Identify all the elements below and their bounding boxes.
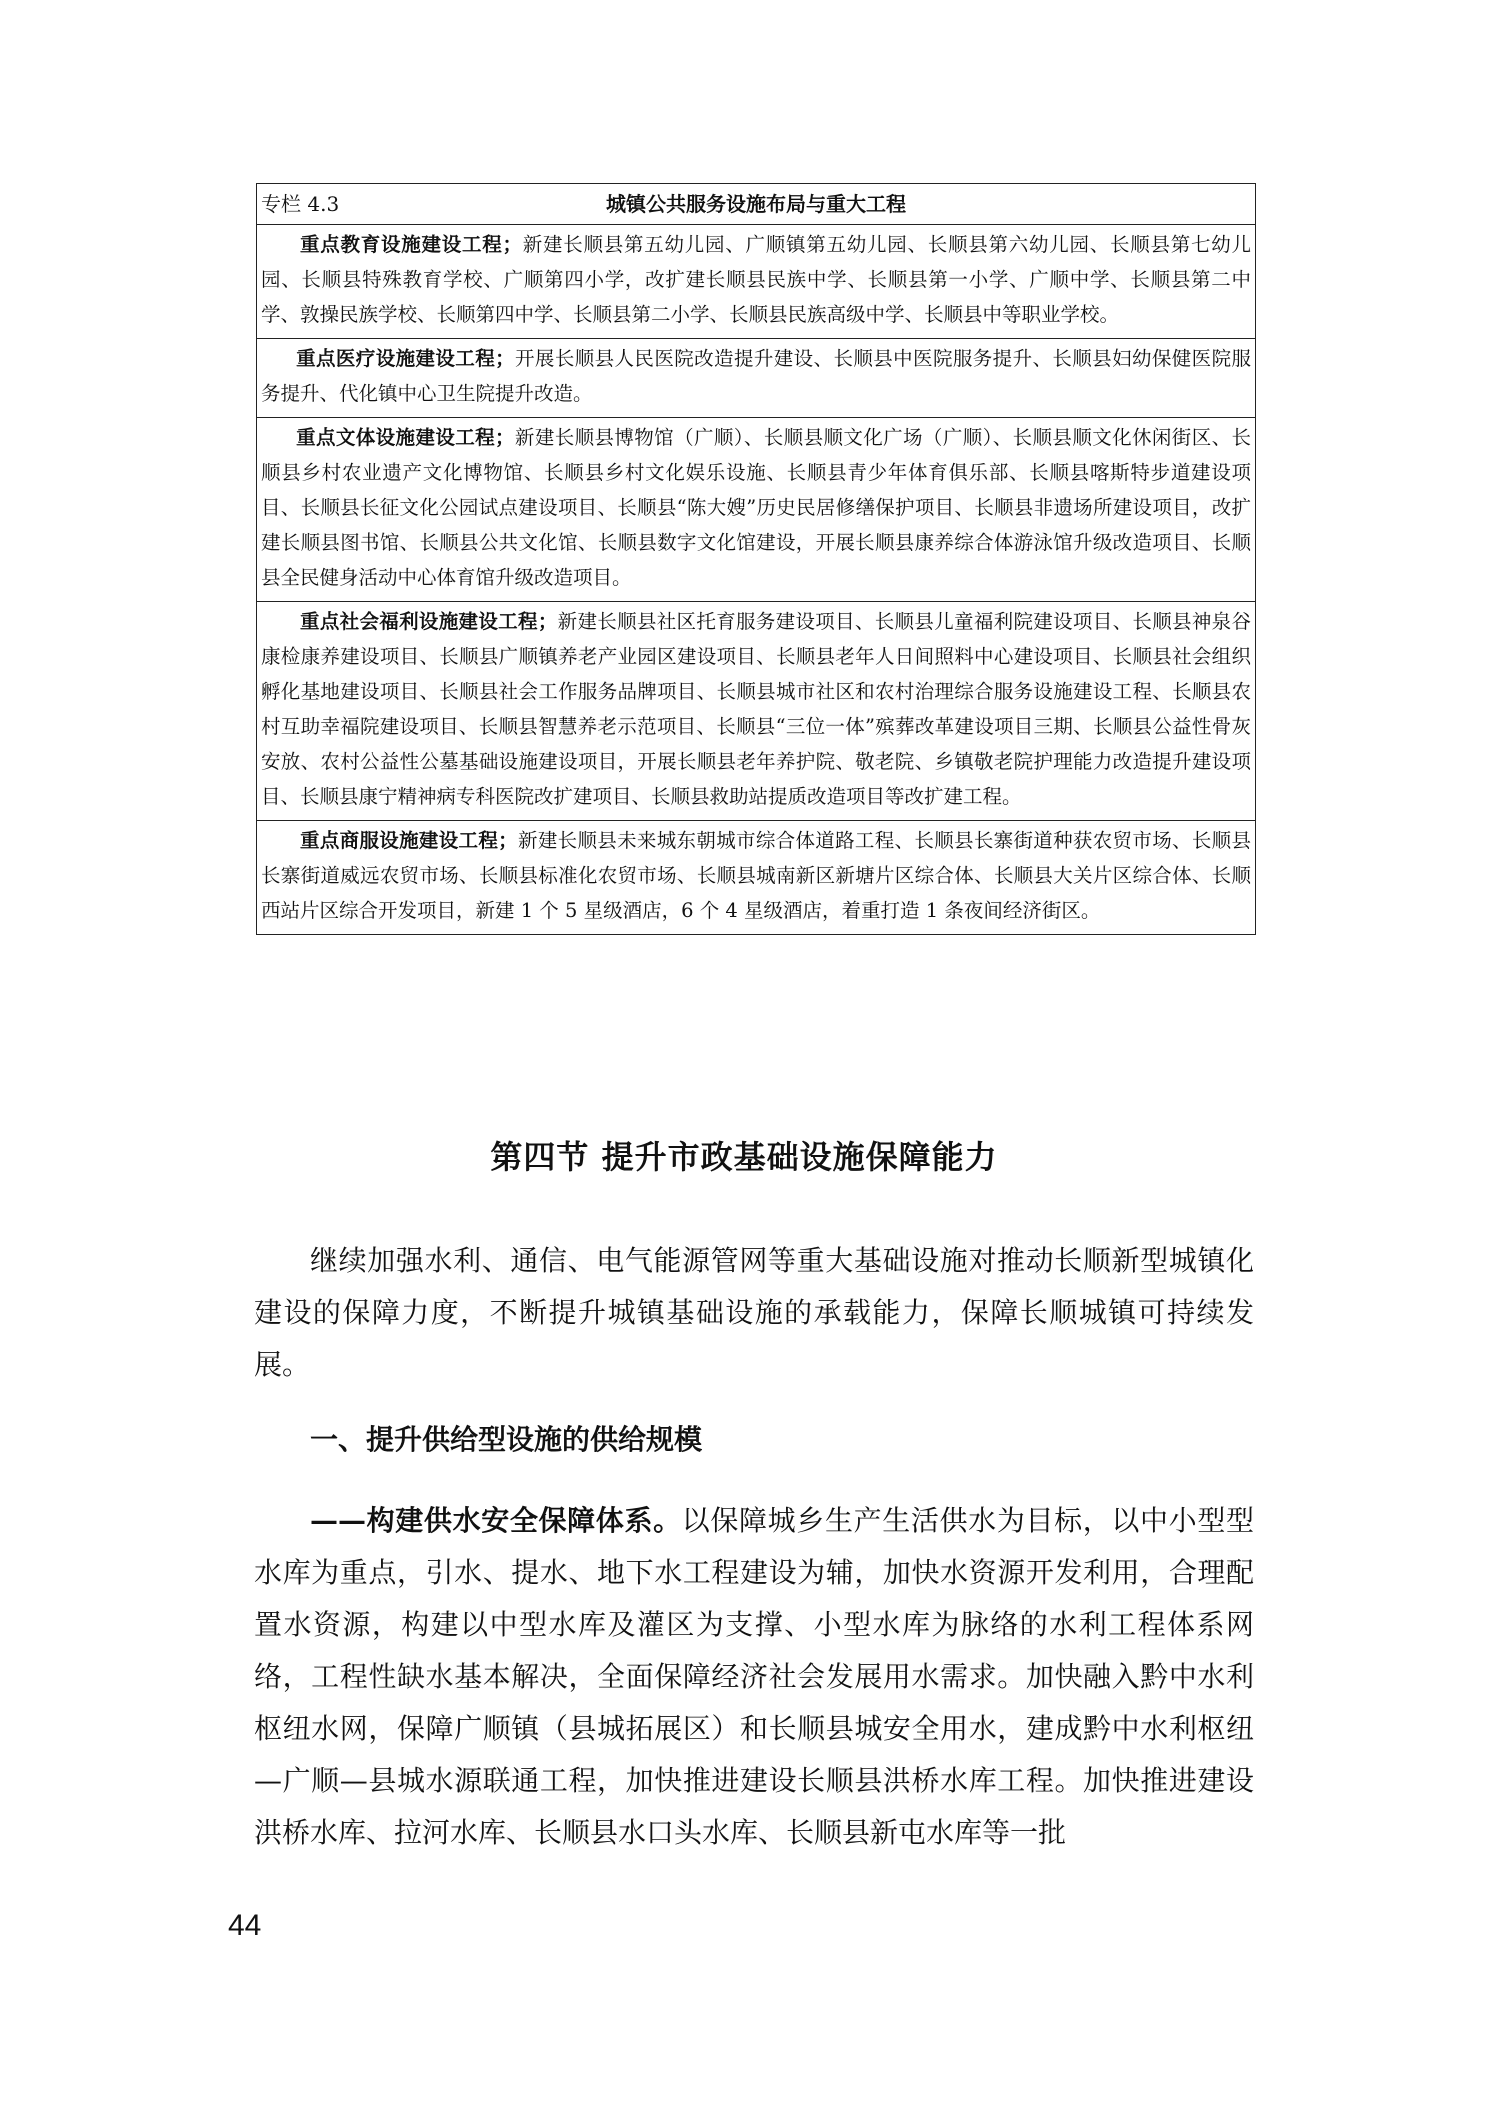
column-entry-commercial (257, 821, 1255, 934)
page-number: 44 (228, 1909, 262, 1942)
section-heading: 第四节 提升市政基础设施保障能力 (490, 1138, 998, 1176)
water-supply-paragraph (254, 1495, 1254, 1859)
column-entry-culture-sports (257, 418, 1255, 602)
column-tag: 专栏 4.3 (261, 192, 340, 216)
column-entry-medical (257, 339, 1255, 418)
entry-text: 开展长顺县人民医院改造提升建设、长顺县中医院服务提升、长顺县妇幼保健医院服务提升、代化镇中心卫生院提升改造。 (261, 347, 1251, 405)
entry-text: 新建长顺县未来城东朝城市综合体道路工程、长顺县长寨街道种获农贸市场、长顺县长寨街道威远农贸市场、长顺县标准化农贸市场、长顺县城南新区新塘片区综合体、长顺县大关片区综合体、长顺西站片区综合开发项目，新建 1 个 5 星级酒店，6 个 4 星级酒店，着重打造 1 条夜间经济街区。 (261, 829, 1251, 922)
entry-lead: 重点教育设施建设工程； (300, 233, 522, 256)
column-entry-social-welfare (257, 602, 1255, 821)
project-column-box (256, 183, 1256, 935)
entry-lead: 重点文体设施建设工程； (296, 426, 515, 449)
entry-lead: 重点医疗设施建设工程； (296, 347, 515, 370)
paragraph-text: 以保障城乡生产生活供水为目标，以中小型型水库为重点，引水、提水、地下水工程建设为辅，加快水资源开发利用，合理配置水资源，构建以中型水库及灌区为支撑、小型水库为脉络的水利工程体系网络，工程性缺水基本解决，全面保障经济社会发展用水需求。加快融入黔中水利枢纽水网，保障广顺镇（县城拓展区）和长顺县城安全用水，建成黔中水利枢纽—广顺—县城水源联通工程，加快推进建设长顺县洪桥水库工程。加快推进建设洪桥水库、拉河水库、长顺县水口头水库、长顺县新屯水库等一批 (254, 1504, 1254, 1849)
section-intro-paragraph: 继续加强水利、通信、电气能源管网等重大基础设施对推动长顺新型城镇化建设的保障力度，不断提升城镇基础设施的承载能力，保障长顺城镇可持续发展。 (254, 1244, 1254, 1381)
paragraph-lead: ——构建供水安全保障体系。 (310, 1504, 682, 1537)
entry-lead: 重点社会福利设施建设工程； (300, 610, 558, 633)
entry-lead: 重点商服设施建设工程； (300, 829, 518, 852)
entry-text: 新建长顺县博物馆（广顺）、长顺县顺文化广场（广顺）、长顺县顺文化休闲街区、长顺县乡村农业遗产文化博物馆、长顺县乡村文化娱乐设施、长顺县青少年体育俱乐部、长顺县喀斯特步道建设项目、长顺县长征文化公园试点建设项目、长顺县“陈大嫂”历史民居修缮保护项目、长顺县非遗场所建设项目，改扩建长顺县图书馆、长顺县公共文化馆、长顺县数字文化馆建设，开展长顺县康养综合体游泳馆升级改造项目、长顺县全民健身活动中心体育馆升级改造项目。 (261, 426, 1251, 589)
column-header (257, 184, 1255, 225)
column-entry-education (257, 225, 1255, 339)
entry-text: 新建长顺县第五幼儿园、广顺镇第五幼儿园、长顺县第六幼儿园、长顺县第七幼儿园、长顺县特殊教育学校、广顺第四小学，改扩建长顺县民族中学、长顺县第一小学、广顺中学、长顺县第二中学、敦操民族学校、长顺第四中学、长顺县第二小学、长顺县民族高级中学、长顺县中等职业学校。 (261, 233, 1251, 326)
entry-text: 新建长顺县社区托育服务建设项目、长顺县儿童福利院建设项目、长顺县神泉谷康检康养建设项目、长顺县广顺镇养老产业园区建设项目、长顺县老年人日间照料中心建设项目、长顺县社会组织孵化基地建设项目、长顺县社会工作服务品牌项目、长顺县城市社区和农村治理综合服务设施建设工程、长顺县农村互助幸福院建设项目、长顺县智慧养老示范项目、长顺县“三位一体”殡葬改革建设项目三期、长顺县公益性骨灰安放、农村公益性公墓基础设施建设项目，开展长顺县老年养护院、敬老院、乡镇敬老院护理能力改造提升建设项目、长顺县康宁精神病专科医院改扩建项目、长顺县救助站提质改造项目等改扩建工程。 (261, 610, 1251, 808)
column-title: 城镇公共服务设施布局与重大工程 (606, 192, 906, 216)
subsection-heading: 一、提升供给型设施的供给规模 (310, 1423, 703, 1456)
